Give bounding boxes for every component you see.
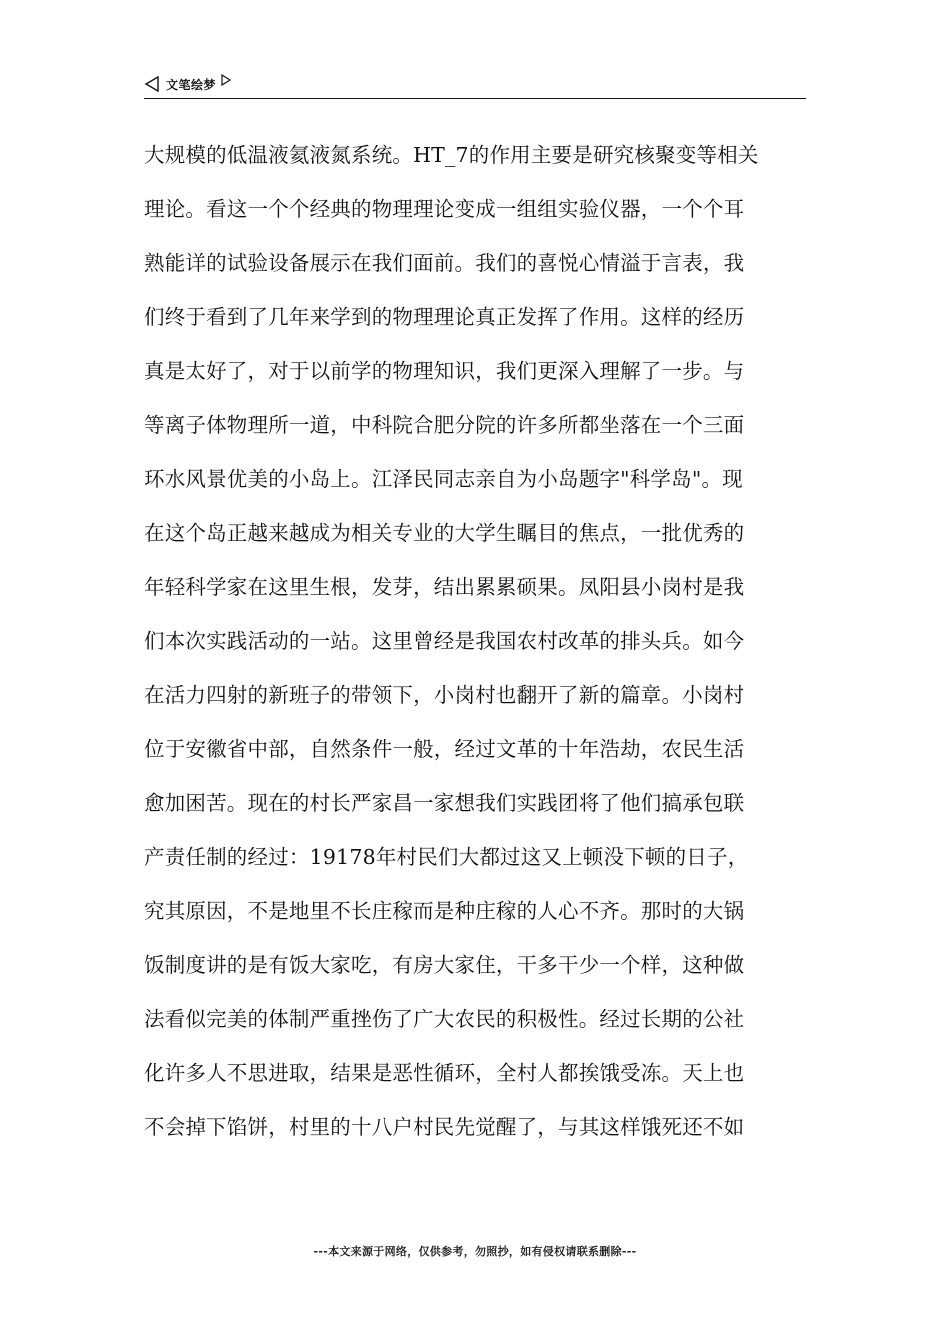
text-line: 年轻科学家在这里生根，发芽，结出累累硕果。凤阳县小岗村是我: [144, 575, 745, 599]
triangle-right-outline-icon: [220, 74, 232, 86]
text-line: 们本次实践活动的一站。这里曾经是我国农村改革的排头兵。如今: [144, 629, 745, 653]
text-line: 愈加困苦。现在的村长严家昌一家想我们实践团将了他们搞承包联: [144, 791, 745, 815]
text-line: 熟能详的试验设备展示在我们面前。我们的喜悦心情溢于言表，我: [144, 251, 745, 275]
text-line: 化许多人不思进取，结果是恶性循环，全村人都挨饿受冻。天上也: [144, 1061, 745, 1085]
text-line: 不会掉下馅饼，村里的十八户村民先觉醒了，与其这样饿死还不如: [144, 1115, 745, 1139]
text-line: 究其原因，不是地里不长庄稼而是种庄稼的人心不齐。那时的大锅: [144, 899, 745, 923]
text-line: 法看似完美的体制严重挫伤了广大农民的积极性。经过长期的公社: [144, 1007, 745, 1031]
document-body: [144, 128, 806, 1154]
text-line: 理论。看这一个个经典的物理理论变成一组组实验仪器，一个个耳: [144, 197, 745, 221]
header-brand-row: [144, 72, 806, 96]
text-line: 等离子体物理所一道，中科院合肥分院的许多所都坐落在一个三面: [144, 413, 745, 437]
triangle-left-outline-icon: [144, 76, 160, 92]
header-brand-text: 文笔绘梦: [166, 77, 217, 92]
text-line: 真是太好了，对于以前学的物理知识，我们更深入理解了一步。与: [144, 359, 745, 383]
text-line: 产责任制的经过：19178年村民们大都过这又上顿没下顿的日子，: [144, 845, 749, 869]
text-line: 在活力四射的新班子的带领下，小岗村也翻开了新的篇章。小岗村: [144, 683, 745, 707]
page-header: [144, 72, 806, 99]
text-line: 饭制度讲的是有饭大家吃，有房大家住，干多干少一个样，这种做: [144, 953, 745, 977]
text-line: 位于安徽省中部，自然条件一般，经过文革的十年浩劫，农民生活: [144, 737, 745, 761]
text-line: 们终于看到了几年来学到的物理理论真正发挥了作用。这样的经历: [144, 305, 745, 329]
text-line: 大规模的低温液氦液氮系统。HT_7的作用主要是研究核聚变等相关: [144, 143, 759, 167]
text-line: 在这个岛正越来越成为相关专业的大学生瞩目的焦点，一批优秀的: [144, 521, 745, 545]
text-line: 环水风景优美的小岛上。江泽民同志亲自为小岛题字"科学岛"。现: [144, 467, 743, 491]
page-footer-notice: ---本文来源于网络，仅供参考，勿照抄，如有侵权请联系删除---: [313, 1245, 637, 1258]
